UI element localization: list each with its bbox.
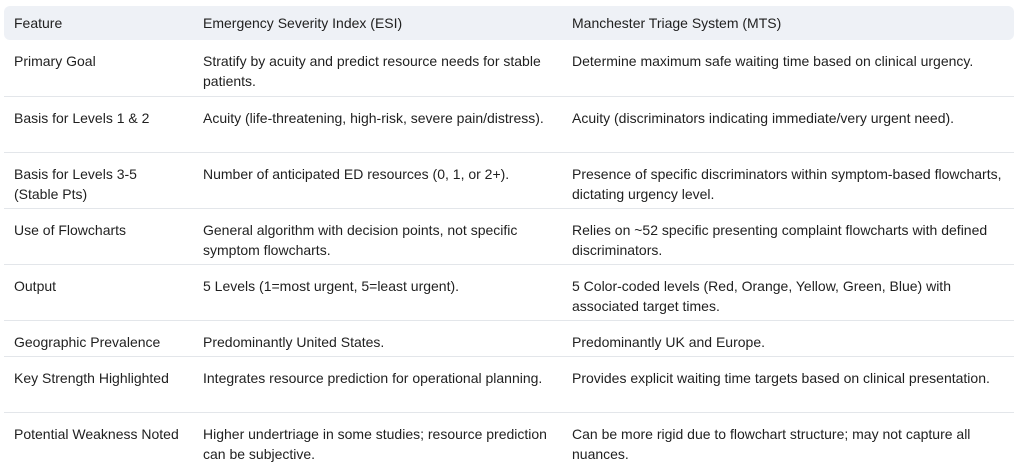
mts-cell: Provides explicit waiting time targets based on clinical presentation. bbox=[572, 369, 990, 386]
esi-cell: Number of anticipated ED resources (0, 1, or 2+). bbox=[203, 165, 510, 182]
esi-cell: Stratify by acuity and predict resource needs for stable patients. bbox=[203, 53, 541, 89]
feature-cell: Primary Goal bbox=[14, 53, 96, 69]
feature-cell: Key Strength Highlighted bbox=[14, 369, 169, 386]
mts-cell: Acuity (discriminators indicating immediate/very urgent need). bbox=[572, 109, 955, 126]
feature-cell: Use of Flowcharts bbox=[14, 221, 127, 238]
table-body bbox=[4, 40, 1014, 468]
table-row bbox=[4, 320, 1014, 356]
esi-cell: General algorithm with decision points, not specific symptom flowcharts. bbox=[203, 221, 518, 258]
esi-cell: 5 Levels (1=most urgent, 5=least urgent). bbox=[203, 277, 460, 294]
feature-cell: Basis for Levels 3-5 (Stable Pts) bbox=[14, 165, 137, 202]
feature-cell: Potential Weakness Noted bbox=[14, 425, 179, 442]
table-header bbox=[4, 6, 1014, 40]
header-row bbox=[4, 6, 1014, 40]
esi-cell: Integrates resource prediction for operational planning. bbox=[203, 369, 543, 386]
table-row bbox=[4, 96, 1014, 152]
feature-cell: Output bbox=[14, 277, 57, 294]
mts-cell: Determine maximum safe waiting time based on clinical urgency. bbox=[572, 53, 974, 69]
mts-cell: Relies on ~52 specific presenting complaint flowcharts with defined discriminators. bbox=[572, 221, 988, 258]
esi-cell: Higher undertriage in some studies; resource prediction can be subjective. bbox=[203, 425, 547, 462]
feature-cell: Basis for Levels 1 & 2 bbox=[14, 109, 150, 126]
esi-cell: Acuity (life-threatening, high-risk, severe pain/distress). bbox=[203, 109, 544, 126]
header-esi: Emergency Severity Index (ESI) bbox=[203, 15, 403, 31]
mts-cell: Can be more rigid due to flowchart structure; may not capture all nuances. bbox=[572, 425, 971, 462]
table-row bbox=[4, 208, 1014, 264]
table-row bbox=[4, 412, 1014, 468]
table-row bbox=[4, 152, 1014, 208]
table-row bbox=[4, 356, 1014, 412]
mts-cell: Predominantly UK and Europe. bbox=[572, 333, 765, 350]
comparison-table bbox=[4, 6, 1014, 468]
header-feature: Feature bbox=[14, 15, 63, 31]
table-row bbox=[4, 40, 1014, 96]
table-row bbox=[4, 264, 1014, 320]
feature-cell: Geographic Prevalence bbox=[14, 333, 161, 350]
header-mts: Manchester Triage System (MTS) bbox=[572, 15, 782, 31]
esi-cell: Predominantly United States. bbox=[203, 333, 385, 350]
mts-cell: 5 Color-coded levels (Red, Orange, Yellow, Green, Blue) with associated target times. bbox=[572, 277, 951, 314]
mts-cell: Presence of specific discriminators within symptom-based flowcharts, dictating urgency level. bbox=[572, 165, 1002, 202]
